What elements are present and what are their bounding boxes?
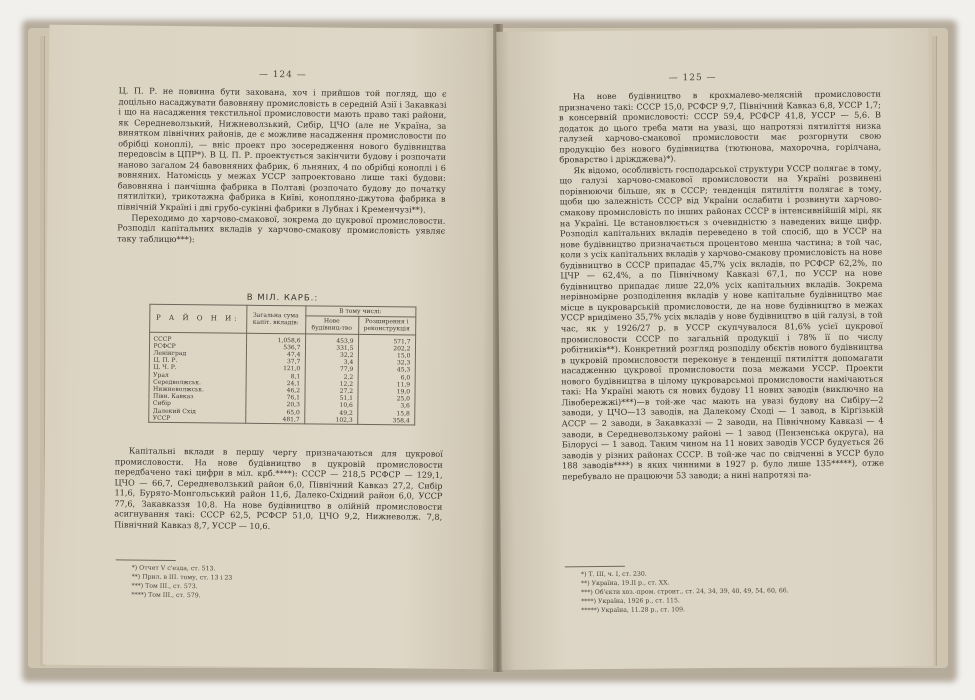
new-build-cell: 453,9 <box>305 333 358 344</box>
new-build-cell: 10,6 <box>304 402 357 410</box>
new-build-cell: 49,2 <box>304 409 357 417</box>
table-header-expansion: Розширення і реконструкція <box>358 317 415 335</box>
footnote-divider <box>116 559 176 561</box>
left-page <box>43 25 500 670</box>
footnote: **) Прил. в III. тому, ст. 13 і 23 <box>131 573 233 582</box>
new-build-cell: 51,1 <box>304 395 357 403</box>
expansion-cell: 25,0 <box>357 395 414 403</box>
expansion-cell: 11,9 <box>358 381 415 389</box>
total-cell: 47,4 <box>246 351 305 359</box>
expansion-cell: 45,3 <box>358 366 415 374</box>
expansion-cell: 358,4 <box>357 417 414 425</box>
right-footnotes <box>581 568 789 615</box>
table-caption: В МІЛ. КАРБ.: <box>246 292 319 304</box>
footnote: *) Т. III, ч. I, ст. 230. <box>580 570 647 579</box>
new-build-cell: 331,5 <box>305 344 358 352</box>
footnote-divider <box>565 566 625 568</box>
region-cell: Півн. Кавказ <box>148 393 245 401</box>
expansion-cell: 3,6 <box>357 402 414 410</box>
footnote: ****) Україна, 1926 р., ст. 115. <box>581 597 680 606</box>
data-table <box>148 304 416 426</box>
new-build-cell: 102,3 <box>304 416 357 424</box>
table-row <box>148 415 414 425</box>
total-cell: 20,3 <box>245 401 304 409</box>
new-build-cell: 12,2 <box>305 380 358 388</box>
left-page-body-bottom <box>114 445 443 533</box>
right-page <box>496 28 934 670</box>
table-header-total: Загальна сума капіт. вкладів: <box>246 305 305 333</box>
right-page-body <box>559 89 884 482</box>
table-header-including: В тому числі: <box>305 306 415 317</box>
footnote: ***) Том III., ст. 573. <box>131 582 198 591</box>
page-number: — 124 — <box>258 69 307 81</box>
page-number: — 125 — <box>668 72 717 84</box>
new-build-cell: 77,9 <box>305 366 358 374</box>
expansion-cell: 15,8 <box>357 410 414 418</box>
footnote: *****) Україна, 11.28 р., ст. 109. <box>581 606 686 615</box>
paragraph: Капітальні вклади в першу чергу призначаються для цукрової промисловости. На нове будівництво в цукровій промисловости передбачено такі цифри в міл. крб.****): СССР — 218,5 РСФСР — 129,1, ЦЧО — 66,7, Середневолзький район 6,0, Північний Кавказ 27,2, Сибір 11,6, Бурято-Монгольський район 11,6, Далеко-Східний район 6,0, УССР 77,6, Закавказзя 10,8. На нове будівництво в олійній промисловости асигнування такі: СССР 62,5, РСФСР 51,0, ЦЧО 9,2, Нижневолж. 7,8, Північний Кавказ 8,7, УССР — 10,6. <box>114 445 443 531</box>
expansion-cell: 571,7 <box>358 334 415 345</box>
total-cell: 76,1 <box>245 394 304 402</box>
expansion-cell: 19,0 <box>358 388 415 396</box>
region-cell: Сибір <box>148 400 245 408</box>
footnote: ****) Том III., ст. 579. <box>131 591 201 600</box>
expansion-cell: 15,0 <box>358 352 415 360</box>
total-cell: 46,2 <box>246 387 305 395</box>
footnote: *) Отчет V с'езда, ст. 513. <box>131 564 216 573</box>
total-cell: 1,058,6 <box>246 333 305 344</box>
region-cell: Ц. Ч. Р. <box>149 364 246 372</box>
region-cell: УССР <box>148 415 245 424</box>
footnote: **) Україна, 19.II р., ст. XX. <box>581 579 670 588</box>
total-cell: 536,7 <box>246 344 305 352</box>
region-cell: Ц. П. Р. <box>149 357 246 365</box>
table-header-regions: Р А Й О Н И: <box>149 304 246 333</box>
total-cell: 65,0 <box>245 408 304 416</box>
paragraph: Як відомо, особливість господарської структури УССР полягає в тому, що галузі харчово-смакової промисловости на Україні розвинені порівнюючи більше, як в СССР; тенденція пятиліття полягає в тому, щоби цю залежність СССР від України ослабити і розвинути харчово-смакову промисловість по інших районах СССР в інтенсивнійшій мірі, як на Україні. Це встановлюється з очевидністю з наведених вище цифр. Розподіл капітальних вкладів переведено в той спосіб, що в УССР на нове будівництво призначається процентово менша частина; в той час, коли з усіх капітальних вкладів у харчово-смакову промисловість на нове будівництво в СССР припадає 45,7% усіх вкладів, по РСФСР 62,2%, по ЦЧР — 62,4%, а по Північному Кавказі 67,1, по УССР на нове будівництво припадає лише 22,0% усіх капітальних вкладів. Зокрема нерівномірне розподілення вкладів у нове капітальне будівництво має місце в цукроварській промисловости, де на нове будівництво в межах УССР вридімено 35,7% усіх вкладів у нове будівництво в цій галузі, в той час, як у 1926/27 р. в УССР скупчувалося 81,6% усієї цукрової промисловости СССР по загальній продукції і 78% її по числу робітників**). Конкретний розгляд розподілу обєктів нового будівництва в цукровій промисловости переконує в тенденції пятиліття допомагати насадженню цукрової промисловости поза межами УССР. Проекти нового будівництва в цілому цукроварсьмоі промисловости намічаються такі: На Україні мають ся нових будову 11 нових заводів (виключно на Лівобережжі)***)—в той-же час мають на увазі будову на Сибіру—2 заводи, у ЦЧО—13 заводів, на Далекому Сході — 1 завод, в Кіргізькій АССР — 2 заводи, в Закавказзі — 2 заводи, на Північному Кавказі — 4 заводи, в Середневолзькому районі — 1 завод (Пензенська округа), на Білорусі — 1 завод. Таким чином на 11 нових заводів УССР будується 26 заводів у різних районах СССР. В той-же час по свідченні в УССР було 188 заводів****) в яких чинними в 1927 р. було лише 135*****), отже перебувало не працюючи 53 заводи; а нині напротязі па- <box>559 162 885 482</box>
region-cell: СССР <box>149 332 246 344</box>
expansion-cell: 32,3 <box>358 359 415 367</box>
capital-investment-table <box>121 288 442 425</box>
expansion-cell: 6,0 <box>358 374 415 382</box>
paragraph: Переходимо до харчово-смакової, зокрема до цукрової промисловости. Розподіл капітальних вкладів у харчово-смакову промисловість уявляє таку таблицю***): <box>117 212 446 244</box>
total-cell: 121,0 <box>246 365 305 373</box>
new-build-cell: 3,4 <box>305 359 358 367</box>
new-build-cell: 27,2 <box>305 387 358 395</box>
total-cell: 24,1 <box>246 380 305 388</box>
region-cell: Нижневолжськ. <box>149 386 246 394</box>
table-header-new: Нове будівниц-тво <box>305 316 358 334</box>
new-build-cell: 32,2 <box>305 351 358 359</box>
region-cell: Далекий Схід <box>148 407 245 415</box>
new-build-cell: 2,2 <box>305 373 358 381</box>
region-cell: Урал <box>149 371 246 379</box>
left-footnotes <box>131 564 232 601</box>
footnote: ***) Об'єкти хоз.-пром. строит., ст. 24, 34, 39, 40, 49, 54, 60, 66. <box>581 587 789 597</box>
paragraph: Ц. П. Р. не повинна бути захована, хоч і прийшов той погляд, що є доцільно насаджувати бавовняну промисловість в середній Азії і Закавказі і що на насадження текстильної промисловости мають право такі райони, як Середневолзький, Нижневолзький, Сибір, ЦЧО (але не Україна, за винятком північних районів, де є можливе насадження промисловости по обрібці коноплі), — вніс проект про зосередження нового будівництва передовсім в ЦПР*). В Ц. П. Р. проектується закінчити будову і розпочати наново загалом 24 бавовняних фабрик, 6 льняних, 4 по обрібці коноплі і 6 вовняних. Натомісць у межах УССР запроектовано лише такі будови: бавовняна і панчішна фабрика в Полтаві (розпочато будову до початку пятилітки), трикотажна фабрика в Київі, конопляно-джутова фабрика в північній Україні і дві грубо-сукінні фабрики в Лубнах і Кременчузі**). <box>117 85 447 215</box>
total-cell: 481,7 <box>245 416 304 424</box>
expansion-cell: 202,2 <box>358 345 415 353</box>
region-cell: Середволжськ. <box>149 379 246 387</box>
total-cell: 8,1 <box>246 372 305 380</box>
paragraph: На нове будівництво в крохмалево-мелясній промисловости призначено такі: СССР 15,0, РСФСР 9,7, Північний Кавказ 6,8, УССР 1,7; в консервній промисловості: СССР 59,4, РСФСР 41,8, УССР — 5,6. В додаток до цього треба мати на увазі, що напротязі пятиліття низка галузей харчово-смакової промисловости має розгорнути свою продукцію без нового будівництва (тютюнова, махорочна, горілчана, броварство і дріжджева)*). <box>558 88 882 165</box>
table-body <box>148 332 415 425</box>
left-page-body-top <box>117 85 447 247</box>
total-cell: 37,7 <box>246 358 305 366</box>
region-cell: Ленінград <box>149 350 246 358</box>
region-cell: РСФСР <box>149 343 246 351</box>
